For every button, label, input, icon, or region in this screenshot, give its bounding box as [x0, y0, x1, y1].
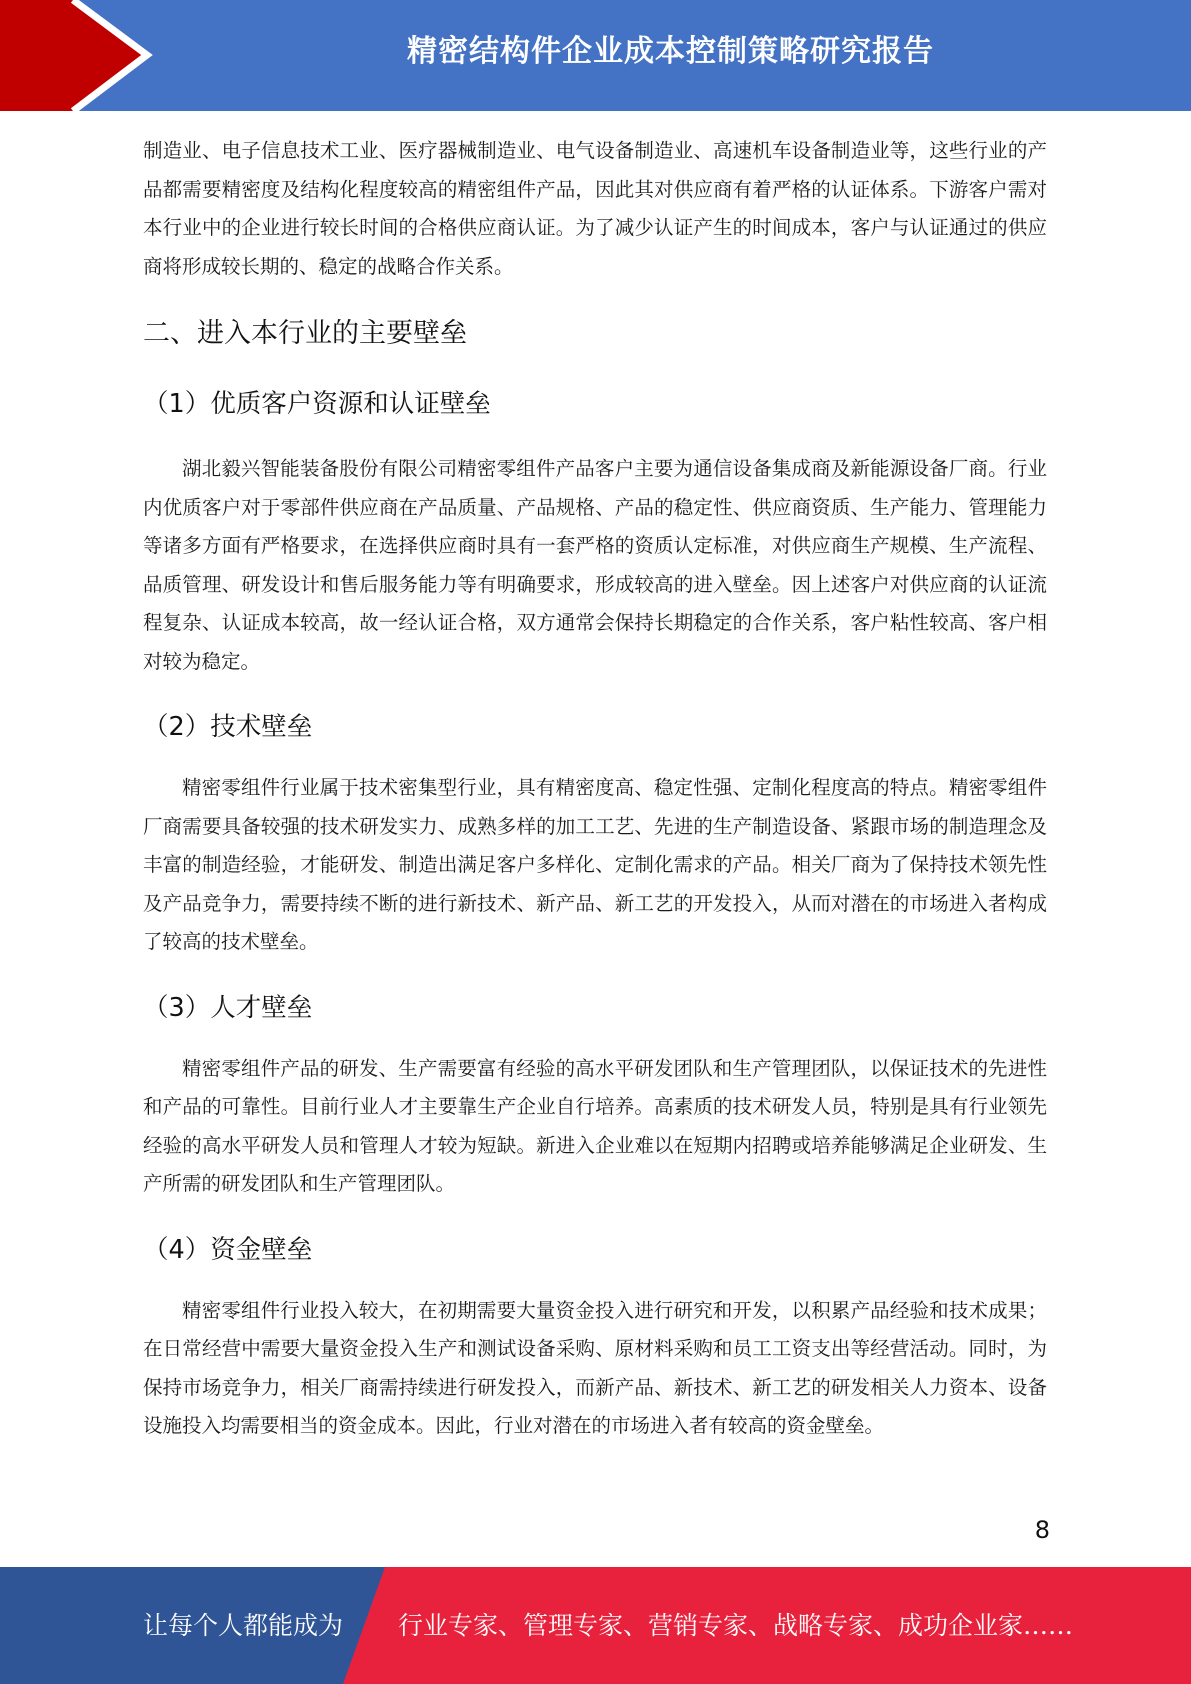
page-header — [0, 0, 1191, 111]
intro-paragraph: 制造业、电子信息技术工业、医疗器械制造业、电气设备制造业、高速机车设备制造业等，这些行业的产品都需要精密度及结构化程度较高的精密组件产品，因此其对供应商有着严格的认证体系。下游客户需对本行业中的企业进行较长时间的合格供应商认证。为了减少认证产生的时间成本，客户与认证通过的供应商将形成较长期的、稳定的战略合作关系。 — [143, 139, 1047, 278]
footer-slogan-right: 行业专家、管理专家、营销专家、战略专家、成功企业家…… — [398, 1611, 1074, 1640]
subsection-heading-2: （2）技术壁垒 — [143, 712, 313, 742]
footer-slogan-left: 让每个人都能成为 — [143, 1611, 344, 1640]
document-body — [143, 132, 1047, 1446]
subsection-heading-3: （3）人才壁垒 — [143, 992, 313, 1023]
subsection-heading-4: （4）资金壁垒 — [143, 1234, 313, 1265]
subsection-paragraph-4: 精密零组件行业投入较大，在初期需要大量资金投入进行研究和开发，以积累产品经验和技术成果；在日常经营中需要大量资金投入生产和测试设备采购、原材料采购和员工工资支出等经营活动。同时，为保持市场竞争力，相关厂商需持续进行研发投入，而新产品、新技术、新工艺的研发相关人力资本、设备设施投入均需要相当的资金成本。因此，行业对潜在的市场进入者有较高的资金壁垒。 — [143, 1298, 1047, 1437]
page-number: 8 — [1034, 1516, 1050, 1544]
document-title: 精密结构件企业成本控制策略研究报告 — [407, 34, 934, 69]
page-footer — [0, 1567, 1191, 1684]
header-chevron-decoration — [0, 0, 160, 111]
section-heading: 二、进入本行业的主要壁垒 — [143, 318, 467, 349]
subsection-paragraph-2: 精密零组件行业属于技术密集型行业，具有精密度高、稳定性强、定制化程度高的特点。精密零组件厂商需要具备较强的技术研发实力、成熟多样的加工工艺、先进的生产制造设备、紧跟市场的制造理念及丰富的制造经验，才能研发、制造出满足客户多样化、定制化需求的产品。相关厂商为了保持技术领先性及产品竞争力，需要持续不断的进行新技术、新产品、新工艺的开发投入，从而对潜在的市场进入者构成了较高的技术壁垒。 — [143, 776, 1047, 953]
subsection-paragraph-1: 湖北毅兴智能装备股份有限公司精密零组件产品客户主要为通信设备集成商及新能源设备厂商。行业内优质客户对于零部件供应商在产品质量、产品规格、产品的稳定性、供应商资质、生产能力、管理能力等诸多方面有严格要求，在选择供应商时具有一套严格的资质认定标准，对供应商生产规模、生产流程、品质管理、研发设计和售后服务能力等有明确要求，形成较高的进入壁垒。因上述客户对供应商的认证流程复杂、认证成本较高，故一经认证合格，双方通常会保持长期稳定的合作关系，客户粘性较高、客户相对较为稳定。 — [143, 457, 1047, 673]
subsection-heading-1: （1）优质客户资源和认证壁垒 — [143, 389, 491, 419]
subsection-paragraph-3: 精密零组件产品的研发、生产需要富有经验的高水平研发团队和生产管理团队，以保证技术的先进性和产品的可靠性。目前行业人才主要靠生产企业自行培养。高素质的技术研发人员，特别是具有行业领先经验的高水平研发人员和管理人才较为短缺。新进入企业难以在短期内招聘或培养能够满足企业研发、生产所需的研发团队和生产管理团队。 — [143, 1056, 1047, 1195]
